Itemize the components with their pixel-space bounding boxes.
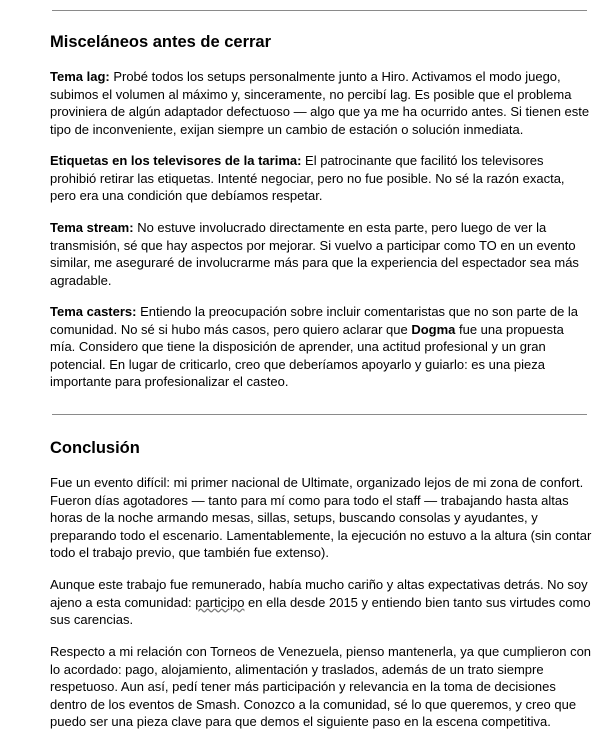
stream-paragraph [50, 219, 592, 289]
conclusion-paragraph-3: Respecto a mi relación con Torneos de Venezuela, pienso mantenerla, ya que cumplieron con lo acordado: pago, alojamiento, alimentación y traslados, además de un trato siempre respetuoso. Aun así, pedí tener más participación y relevancia en la toma de decisiones dentro de los eventos de Smash. Conozco a la comunidad, sé lo que queremos, y creo que puedo ser una pieza clave para que demos el siguiente paso en la escena competitiva. [50, 644, 592, 729]
conclusion-paragraph-2 [50, 576, 592, 629]
conclusion-heading: Conclusión [50, 439, 140, 457]
conclusion-p2-text-2: en ella desde 2015 y entiendo bien tanto sus virtudes como sus carencias. [50, 594, 591, 627]
casters-text-1: Entiendo la preocupación sobre incluir comentaristas que no son parte de la comunidad. No sé si hubo más casos, pero quiero aclarar que [50, 304, 579, 337]
conclusion-p2-text-1: Aunque este trabajo fue remunerado, había mucho cariño y altas expectativas detrás. No soy ajeno a esta comunidad: [50, 577, 588, 610]
lag-label: Tema lag: [50, 69, 110, 84]
stream-label: Tema stream: [50, 220, 134, 235]
lag-text: Probé todos los setups personalmente junto a Hiro. Activamos el modo juego, subimos el volumen al máximo y, sinceramente, no percibí lag. Es posible que el problema proviniera de algún adaptador defectuoso — algo que ya me ha ocurrido antes. Si tienen este tipo de inconveniente, exijan siempre un cambio de estación o solución inmediata. [50, 69, 590, 137]
casters-label: Tema casters: [50, 304, 137, 319]
tv-labels-paragraph [50, 152, 592, 205]
lag-paragraph [50, 68, 592, 138]
section-divider [52, 414, 587, 415]
top-divider [52, 10, 587, 11]
caster-name: Dogma [411, 321, 456, 337]
tv-labels-label: Etiquetas en los televisores de la tarima: [50, 153, 302, 168]
misc-heading: Misceláneos antes de cerrar [50, 33, 272, 51]
casters-text-2: fue una propuesta mía. Considero que tiene la disposición de aprender, una actitud profesional y un gran potencial. En lugar de criticarlo, creo que deberíamos apoyarlo y guiarlo: es una pieza importante para profesionalizar el casteo. [50, 321, 564, 389]
spellcheck-word[interactable]: participo [195, 594, 245, 610]
conclusion-paragraph-1: Fue un evento difícil: mi primer nacional de Ultimate, organizado lejos de mi zona de confort. Fueron días agotadores — tanto para mí como para todo el staff — trabajando hasta altas horas de la noche armando mesas, sillas, setups, buscando consolas y ayudantes, y preparando todo el escenario. Lamentablemente, la ejecución no estuvo a la altura (sin contar todo el trabajo previo, que también fue extenso). [50, 475, 592, 560]
casters-paragraph [50, 303, 592, 391]
tv-labels-text: El patrocinante que facilitó los televisores prohibió retirar las etiquetas. Intenté negociar, pero no fue posible. No sé la razón exacta, pero era una condición que debíamos respetar. [50, 153, 565, 203]
stream-text: No estuve involucrado directamente en esta parte, pero luego de ver la transmisión, sé que hay aspectos por mejorar. Si vuelvo a participar como TO en un evento similar, me aseguraré de involucrarme más para que la experiencia del espectador sea más agradable. [50, 220, 579, 288]
